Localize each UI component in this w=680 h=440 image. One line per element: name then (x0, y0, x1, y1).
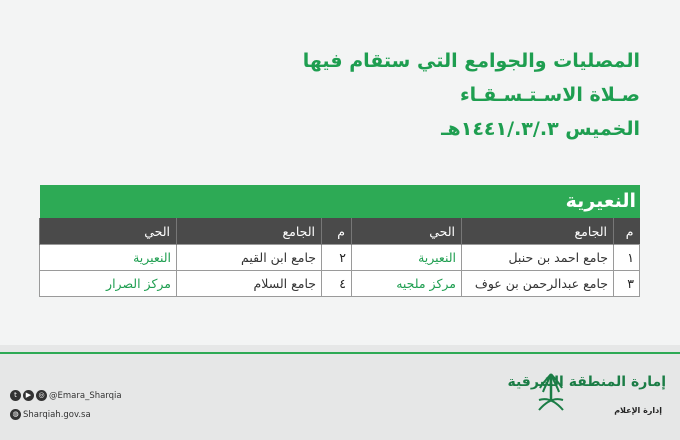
instagram-icon: ◎ (36, 390, 47, 401)
column-header: م (614, 218, 640, 245)
column-header: الجامع (462, 218, 614, 245)
row-number: ٢ (322, 245, 352, 271)
emirate-logo (507, 368, 666, 428)
district-name: مركز ملجيه (352, 271, 462, 297)
row-number: ٤ (322, 271, 352, 297)
youtube-icon: ▶ (23, 390, 34, 401)
mosque-name: جامع السلام (177, 271, 322, 297)
mosque-name: جامع احمد بن حنبل (462, 245, 614, 271)
prayer-name: صـلاة الاسـتـسـقـاء (459, 84, 640, 106)
district-name: النعيرية (40, 245, 177, 271)
org-name: إمارة المنطقة الشرقية (507, 374, 666, 390)
social-handle-row[interactable] (10, 386, 122, 405)
website-link[interactable]: Sharqiah.gov.sa (23, 409, 91, 420)
district-name: مركز الصرار (40, 271, 177, 297)
mosque-name: جامع عبدالرحمن بن عوف (462, 271, 614, 297)
column-header: الجامع (177, 218, 322, 245)
social-links (10, 386, 122, 424)
row-number: ١ (614, 245, 640, 271)
mosques-panel (40, 185, 640, 297)
social-handle[interactable]: @Emara_Sharqia (49, 390, 122, 401)
page-title: المصليات والجوامع التي ستقام فيها (302, 50, 640, 72)
department-name: إدارة الإعلام (614, 406, 662, 415)
row-number: ٣ (614, 271, 640, 297)
table-row (40, 271, 640, 297)
column-header: الحي (40, 218, 177, 245)
prayer-date: الخميس ٣./٣./١٤٤١هـ (441, 118, 640, 140)
headings-block (80, 44, 640, 146)
column-header: الحي (352, 218, 462, 245)
globe-icon: ◍ (10, 409, 21, 420)
region-title: النعيرية (40, 185, 640, 218)
table-header-row (40, 218, 640, 245)
mosques-table (39, 218, 640, 297)
column-header: م (322, 218, 352, 245)
district-name: النعيرية (352, 245, 462, 271)
table-row (40, 245, 640, 271)
footer-divider (0, 352, 680, 354)
website-row[interactable] (10, 405, 122, 424)
twitter-icon: t (10, 390, 21, 401)
mosque-name: جامع ابن القيم (177, 245, 322, 271)
